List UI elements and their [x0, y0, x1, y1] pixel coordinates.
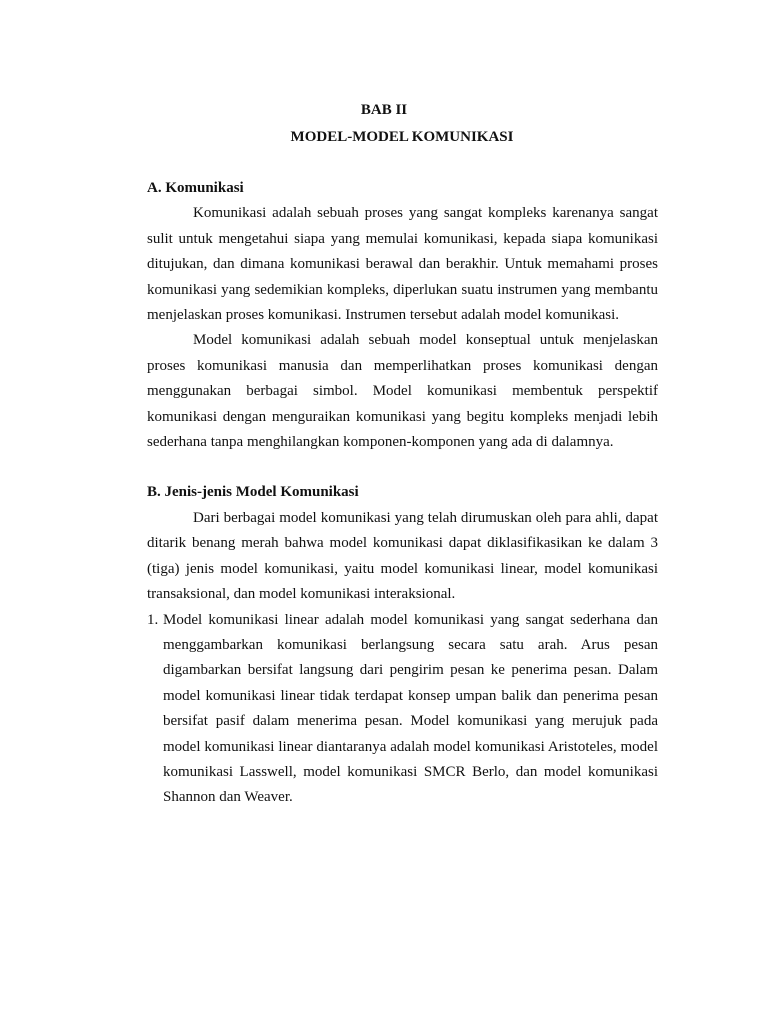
document-body: [147, 176, 658, 811]
list-item-text: Model komunikasi linear adalah model komunikasi yang sangat sederhana dan menggambarkan komunikasi berlangsung secara satu arah. Arus pesan digambarkan bersifat langsung dari pengirim pesan ke penerima pesan. Dalam model komunikasi linear tidak terdapat konsep umpan balik dan penerima pesan bersifat pasif dalam menerima pesan. Model komunikasi yang merujuk pada model komunikasi linear diantaranya adalah model komunikasi Aristoteles, model komunikasi Lasswell, model komunikasi SMCR Berlo, dan model komunikasi Shannon dan Weaver.: [163, 611, 658, 806]
paragraph: Komunikasi adalah sebuah proses yang sangat kompleks karenanya sangat sulit untuk mengetahui siapa yang memulai komunikasi, kepada siapa komunikasi ditujukan, dan dimana komunikasi berawal dan berakhir. Untuk memahami proses komunikasi yang sedemikian kompleks, diperlukan suatu instrumen yang membantu menjelaskan proses komunikasi. Instrumen tersebut adalah model komunikasi.: [147, 205, 658, 324]
list-item: [147, 608, 658, 811]
paragraph: Dari berbagai model komunikasi yang telah dirumuskan oleh para ahli, dapat ditarik benang merah bahwa model komunikasi dapat diklasifikasikan ke dalam 3 (tiga) jenis model komunikasi, yaitu model komunikasi linear, model komunikasi transaksional, dan model komunikasi interaksional.: [147, 509, 658, 603]
chapter-number: BAB II: [360, 102, 408, 118]
numbered-list: [147, 608, 658, 811]
list-item-number: 1.: [147, 611, 159, 628]
section-heading-b: B. Jenis-jenis Model Komunikasi: [147, 484, 359, 501]
chapter-title: MODEL-MODEL KOMUNIKASI: [290, 129, 514, 145]
section-heading-a: A. Komunikasi: [147, 180, 244, 196]
paragraph: Model komunikasi adalah sebuah model konseptual untuk menjelaskan proses komunikasi manusia dan memperlihatkan proses komunikasi dengan menggunakan berbagai simbol. Model komunikasi membentuk perspektif komunikasi dengan menguraikan komunikasi yang begitu kompleks menjadi lebih sederhana tanpa menghilangkan komponen-komponen yang ada di dalamnya.: [147, 332, 658, 451]
